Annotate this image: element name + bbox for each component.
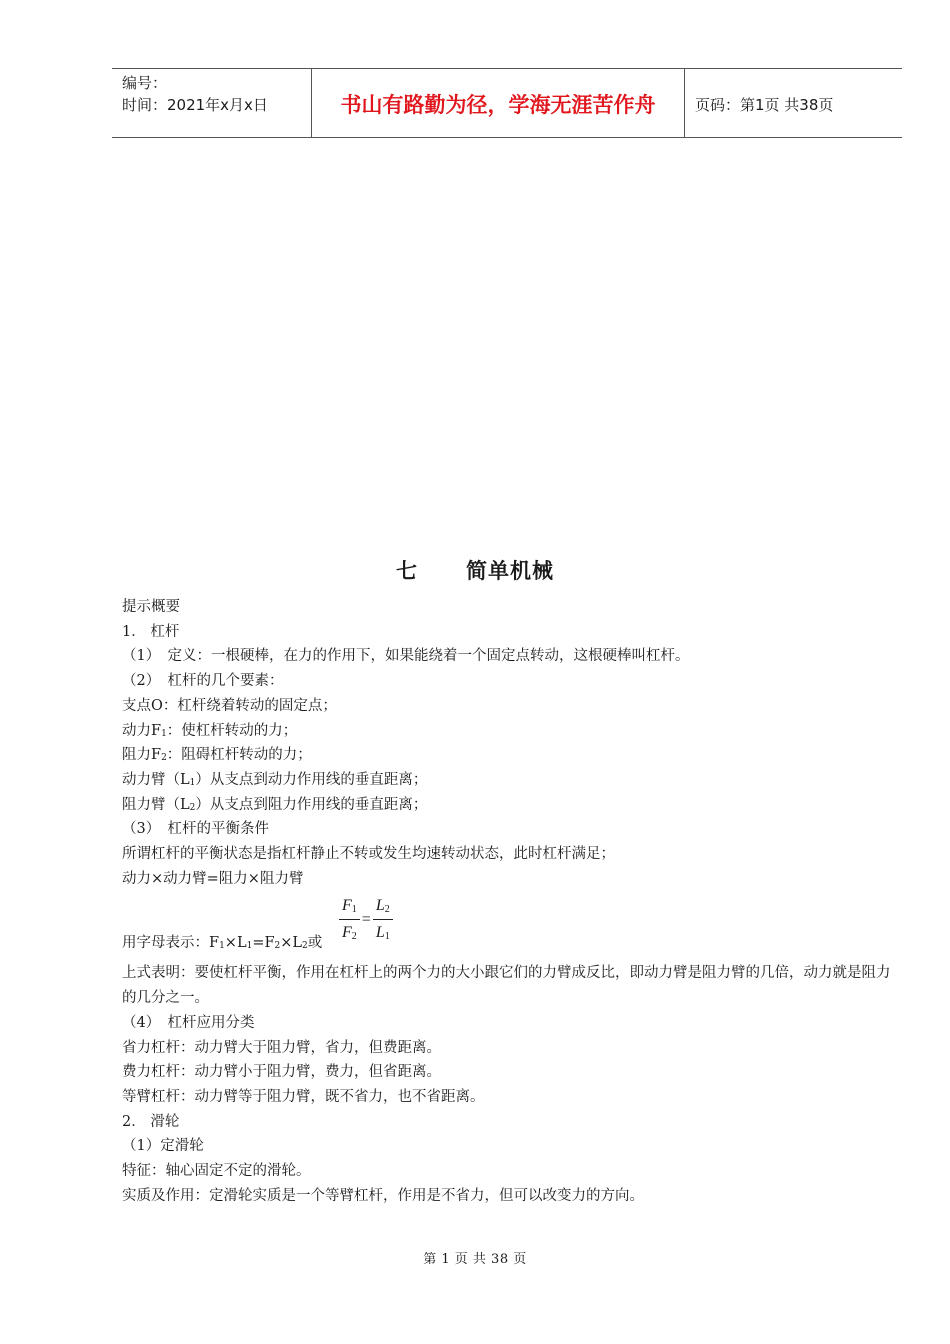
text-line: 所谓杠杆的平衡状态是指杠杆静止不转或发生均速转动状态，此时杠杆满足；	[122, 846, 615, 863]
text-line: 特征：轴心固定不定的滑轮。	[122, 1163, 311, 1180]
text-line: 省力杠杆：动力臂大于阻力臂，省力，但费距离。	[122, 1039, 441, 1056]
text-line: 1． 杠杆	[122, 623, 180, 640]
chapter-name: 简单机械	[466, 559, 554, 583]
text-line: 2． 滑轮	[122, 1113, 180, 1130]
text-line: （1） 定义：一根硬棒，在力的作用下，如果能绕着一个固定点转动，这根硬棒叫杠杆。	[122, 648, 690, 665]
text-line: （2） 杠杆的几个要素：	[122, 673, 284, 690]
document-body	[122, 595, 894, 1208]
time-label: 时间：2021年x月x日	[122, 96, 268, 114]
chapter-title	[0, 555, 950, 585]
text-line: 阻力臂$(L_2)$从支点到阻力作用线的垂直距离；	[122, 796, 428, 813]
formula-text: 用字母表示：$F_1\times L_1=F_2\times L_2$或	[122, 934, 323, 951]
text-line: 动力$F_1$：使杠杆转动的力；	[122, 722, 298, 739]
page-header	[112, 68, 902, 138]
text-line: （3） 杠杆的平衡条件	[122, 821, 269, 838]
text-paragraph: 上式表明：要使杠杆平衡，作用在杠杆上的两个力的大小跟它们的力臂成反比，即动力臂是阻力臂的几倍，动力就是阻力的几分之一。	[122, 965, 891, 1007]
serial-label: 编号：	[122, 74, 168, 92]
text-line: 动力×动力臂=阻力×阻力臂	[122, 870, 304, 887]
text-line: 支点O：杠杆绕着转动的固定点；	[122, 697, 337, 714]
fraction-arm: $\frac{L_2}{L_1}$	[373, 895, 393, 944]
text-line: 等臂杠杆：动力臂等于阻力臂，既不省力，也不省距离。	[122, 1088, 485, 1105]
text-line: （1）定滑轮	[122, 1138, 204, 1155]
header-motto: 书山有路勤为径，学海无涯苦作舟	[312, 69, 685, 137]
header-page-info: 页码：第1页 共38页	[695, 95, 834, 114]
text-line: 提示概要	[122, 599, 180, 615]
formula-line	[122, 893, 894, 961]
ratio-formula	[339, 895, 393, 944]
text-line: （4） 杠杆应用分类	[122, 1014, 255, 1031]
text-line: 动力臂$(L_1)$从支点到动力作用线的垂直距离；	[122, 771, 428, 788]
equals-sign: =	[361, 910, 371, 928]
text-line: 实质及作用：定滑轮实质是一个等臂杠杆，作用是不省力，但可以改变力的方向。	[122, 1187, 644, 1204]
text-line: 费力杠杆：动力臂小于阻力臂，费力，但省距离。	[122, 1064, 441, 1081]
header-meta	[112, 69, 312, 137]
page-footer: 第 1 页 共 38 页	[423, 1252, 527, 1267]
text-line: 阻力$F_2$：阻碍杠杆转动的力；	[122, 747, 312, 764]
fraction-force: $\frac{F_1}{F_2}$	[339, 895, 360, 944]
chapter-number: 七	[396, 559, 418, 583]
